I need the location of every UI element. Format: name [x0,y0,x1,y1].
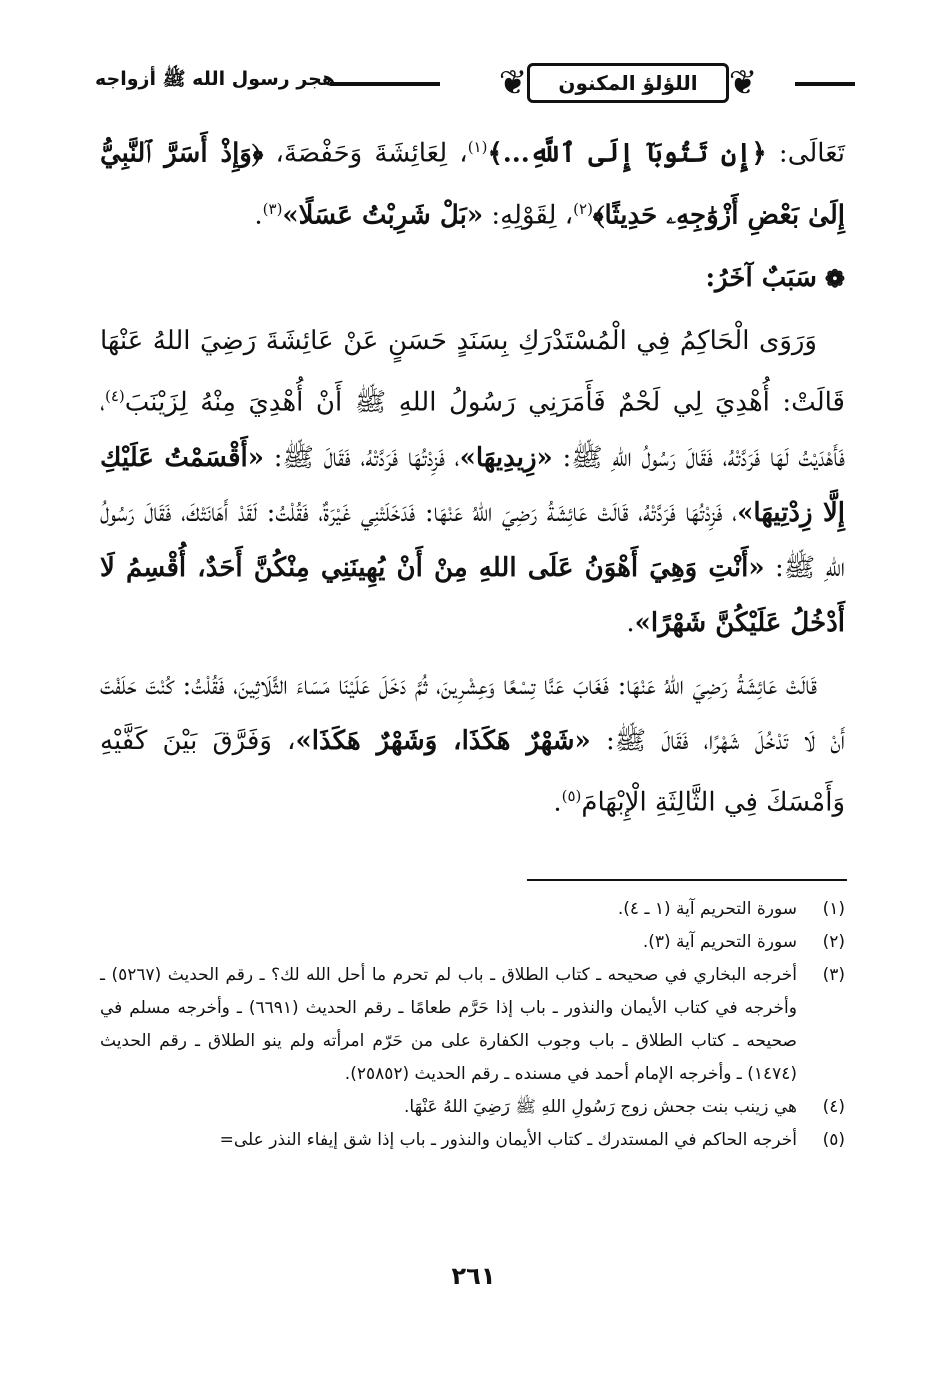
section-heading [100,251,845,306]
page-number: ٢٦١ [451,1262,496,1290]
footnote-number: (٢) [822,932,845,952]
quran-quote: ﴿وَإِذْ أَسَرَّ ٱلنَّبِيُّ إِلَىٰ بَعْضِ أَزْوَٰجِهِۦ حَدِيثًا﴾ [100,138,845,231]
footnote [100,893,845,926]
ornament-icon: ❦ [728,63,758,103]
footnote-text: أخرجه البخاري في صحيحه ـ كتاب الطلاق ـ باب لم تحرم ما أحل الله لك؟ ـ رقم الحديث (٥٢٦٧) ـ وأخرجه في كتاب الأيمان والنذور ـ باب إذا حَرَّم طعامًا ـ رقم الحديث (٦٦٩١) ـ وأخرجه مسلم في صحيحه ـ كتاب الطلاق ـ باب وجوب الكفارة على من حَرّم امرأته ولم ينو الطلاق ـ رقم الحديث (١٤٧٤) ـ وأخرجه الإمام أحمد في مسنده ـ رقم الحديث (٢٥٨٥٢). [100,965,797,1084]
footnote-number: (٥) [822,1130,845,1150]
text-run: ، لِعَائِشَةَ وَحَفْصَةَ، [263,138,468,169]
header-badge [493,55,763,111]
book-title: اللؤلؤ المكنون [527,63,729,103]
text-run: . [553,787,562,818]
footnote-ref: (٣) [262,199,283,218]
paragraph [100,314,845,651]
text-run: . [254,200,263,231]
footnote [100,926,845,959]
chapter-title: هجر رسول الله ﷺ أزواجه [95,68,336,90]
page-header [95,55,855,115]
footnote-number: (٣) [822,965,845,985]
hadith-quote: «بَلْ شَرِبْتُ عَسَلًا» [282,200,484,231]
footnote-text: هي زينب بنت جحش زوج رَسُولِ اللهِ ﷺ رَضِيَ اللهُ عَنْهَا. [404,1097,797,1117]
paragraph [100,659,845,831]
footnote [100,1091,845,1124]
footnote-number: (٤) [822,1097,845,1117]
text-run: تَعَالَى: [766,138,845,169]
header-rule-left [330,82,440,86]
main-text [100,120,845,831]
text-run: وَرَوَى الْحَاكِمُ فِي الْمُسْتَدْرَكِ بِسَنَدٍ حَسَنٍ عَنْ عَائِشَةَ رَضِيَ اللهُ عَنْهَا قَالَتْ: أُهْدِيَ لِي لَحْمٌ فَأَمَرَنِي رَسُولُ اللهِ ﷺ أَنْ أُهْدِيَ مِنْهُ لِزَيْنَبَ [100,326,845,418]
paragraph [100,120,845,243]
text-run: ، لِقَوْلِهِ: [483,200,574,231]
text-run: ، وَفَرَّقَ بَيْنَ كَفَّيْهِ وَأَمْسَكَ فِي الثَّالِثَةِ الْإِبْهَامَ [100,725,845,818]
footnote-ref: (٢) [573,199,593,218]
hadith-quote: «أَنْتِ وَهِيَ أَهْوَنُ عَلَى اللهِ مِنْ أَنْ يُهِينَنِي مِنْكُنَّ أَحَدٌ، أُقْسِمُ لَا أَدْخُلُ عَلَيْكُنَّ شَهْرًا» [100,552,845,638]
footnote-text: سورة التحريم آية (٣). [642,932,797,952]
text-run: ، فَأَهْدَيْتُ لَهَا فَرَدَّتْهُ، فَقَالَ رَسُولُ اللهِ ﷺ: [100,387,845,473]
hadith-quote: «زِيدِيهَا» [459,442,553,473]
section-heading-text: سَبَبٌ آخَرُ: [705,263,817,294]
text-run: . [626,607,635,638]
hadith-quote: «شَهْرٌ هَكَذَا، وَشَهْرٌ هَكَذَا» [295,725,591,756]
footnote-separator [527,879,847,881]
text-run: ، فَزِدْتُهَا فَرَدَّتْهُ، فَقَالَ ﷺ: [264,442,460,473]
hadith-quote: «أَقْسَمْتُ عَلَيْكِ إِلَّا زِدْتِيهَا» [100,442,845,528]
footnote [100,1124,845,1157]
ornament-icon: ❦ [498,63,528,103]
flower-bullet-icon: ❁ [824,264,845,294]
footnote-number: (١) [822,899,845,919]
text-run: قَالَتْ عَائِشَةُ رَضِيَ اللهُ عَنْهَا: فَغَابَ عَنَّا تِسْعًا وَعِشْرِينَ، ثُمَّ دَخَلَ عَلَيْنَا مَسَاءَ الثَّلَاثِينَ، فَقُلْتُ: كُنْتَ حَلَفْتَ أَنْ لَا تَدْخُلَ شَهْرًا، فَقَالَ ﷺ: [100,670,845,756]
quran-quote: ﴿إِن تَتُوبَآ إِلَى ٱللَّهِ...﴾ [487,138,767,169]
footnote-text: سورة التحريم آية (١ ـ ٤). [617,899,797,919]
footnote-text: أخرجه الحاكم في المستدرك ـ كتاب الأيمان والنذور ـ باب إذا شق إيفاء النذر على= [219,1130,797,1150]
footnote-ref: (١) [467,138,488,156]
header-rule-right [795,82,855,86]
text-run: ، فَزِدْتُهَا فَرَدَّتْهُ، قَالَتْ عَائِشَةُ رَضِيَ اللهُ عَنْهَا: فَدَخَلَتْنِي غَيْرَةٌ، فَقُلْتُ: لَقَدْ أَهَانَتْكَ، فَقَالَ رَسُولُ اللهِ ﷺ: [100,497,845,583]
footnote-ref: (٥) [561,786,582,805]
footnotes [100,893,845,1157]
footnote [100,959,845,1091]
footnote-ref: (٤) [104,387,125,406]
